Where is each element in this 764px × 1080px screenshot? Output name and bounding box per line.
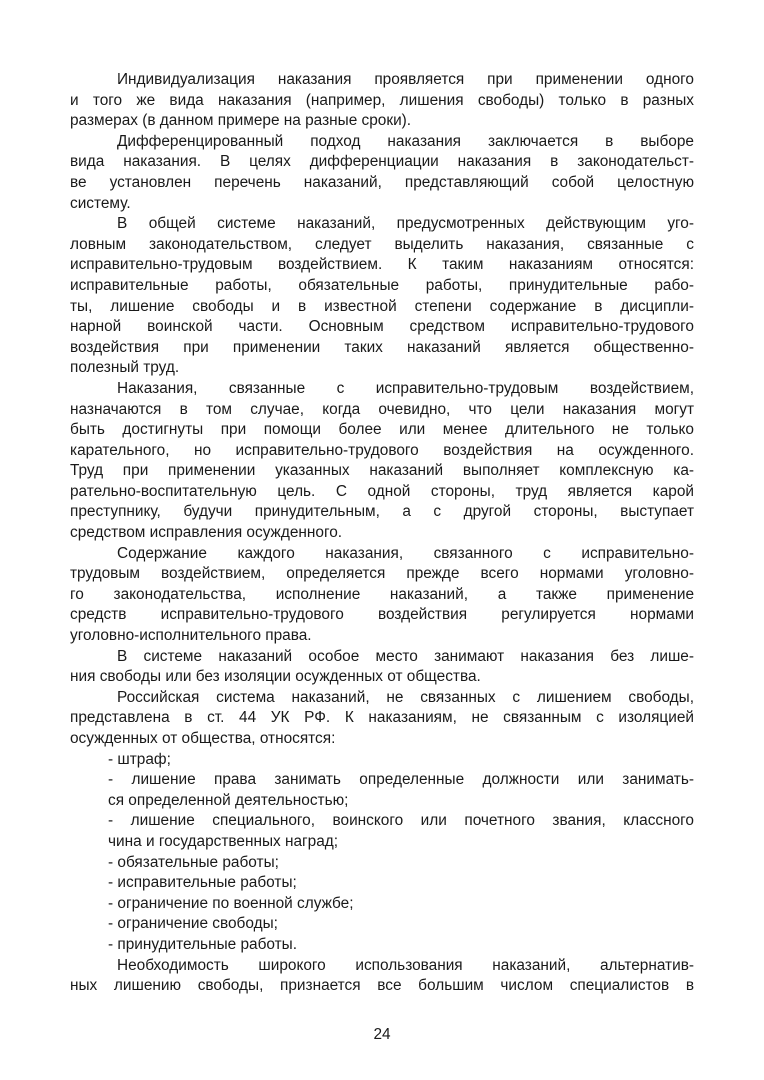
list-item: - ограничение по военной службе; xyxy=(108,894,354,912)
text-line: быть достигнуты при помощи более или менее длительного не только xyxy=(70,421,694,439)
text-line: преступнику, будучи принудительным, а с другой стороны, выступает xyxy=(70,503,694,521)
list-item-continuation: чина и государственных наград; xyxy=(108,832,339,850)
text-line: Дифференцированный подход наказания заключается в выборе xyxy=(117,132,694,150)
text-line: воздействия при применении таких наказаний является общественно- xyxy=(70,338,694,356)
text-line: Российская система наказаний, не связанных с лишением свободы, xyxy=(117,688,694,706)
list-item: - штраф; xyxy=(108,750,171,768)
text-line: нарной воинской части. Основным средством исправительно-трудового xyxy=(70,318,694,336)
text-line: Индивидуализация наказания проявляется при применении одного xyxy=(117,71,694,88)
text-line: полезный труд. xyxy=(70,359,180,377)
text-line: размерах (в данном примере на разные сроки). xyxy=(70,112,412,130)
text-line: уголовно-исполнительного права. xyxy=(70,627,312,645)
text-line: Содержание каждого наказания, связанного с исправительно- xyxy=(117,544,694,562)
text-line: ния свободы или без изоляции осужденных от общества. xyxy=(70,668,481,686)
text-line: В системе наказаний особое место занимают наказания без лише- xyxy=(117,647,694,665)
text-line: исправительные работы, обязательные работы, принудительные рабо- xyxy=(70,276,694,294)
text-line: карательного, но исправительно-трудового воздействия на осужденного. xyxy=(70,441,694,459)
list-item: - принудительные работы. xyxy=(108,935,298,953)
list-item-continuation: ся определенной деятельностью; xyxy=(108,791,349,809)
list-item: - лишение права занимать определенные должности или занимать- xyxy=(108,771,694,789)
text-line: ве установлен перечень наказаний, представляющий собой целостную xyxy=(70,173,694,191)
list-item: - обязательные работы; xyxy=(108,853,279,871)
text-line: исправительно-трудовым воздействием. К таким наказаниям относятся: xyxy=(70,256,694,274)
text-line: Необходимость широкого использования наказаний, альтернатив- xyxy=(117,956,694,974)
text-line: осужденных от общества, относятся: xyxy=(70,730,336,747)
text-line: ты, лишение свободы и в известной степени содержание в дисципли- xyxy=(70,297,694,315)
text-line: систему. xyxy=(70,194,131,212)
text-line: вида наказания. В целях дифференциации наказания в законодательст- xyxy=(70,153,694,171)
page-body xyxy=(70,70,694,997)
text-line: представлена в ст. 44 УК РФ. К наказаниям, не связанным с изоляцией xyxy=(70,709,694,727)
text-line: Наказания, связанные с исправительно-трудовым воздействием, xyxy=(117,379,694,397)
text-line: назначаются в том случае, когда очевидно, что цели наказания могут xyxy=(70,400,694,418)
text-line: средством исправления осужденного. xyxy=(70,524,343,542)
text-line: Труд при применении указанных наказаний выполняет комплексную ка- xyxy=(70,462,694,480)
text-line: трудовым воздействием, определяется прежде всего нормами уголовно- xyxy=(70,565,694,583)
text-line: ловным законодательством, следует выделить наказания, связанные с xyxy=(70,235,694,253)
text-line: и того же вида наказания (например, лишения свободы) только в разных xyxy=(70,91,694,109)
page-number: 24 xyxy=(373,1026,391,1043)
text-line: рательно-воспитательную цель. С одной стороны, труд является карой xyxy=(70,482,694,500)
text-line: В общей системе наказаний, предусмотренных действующим уго- xyxy=(117,215,694,233)
text-line: ных лишению свободы, признается все большим числом специалистов в xyxy=(70,977,694,995)
list-item: - исправительные работы; xyxy=(108,874,297,892)
list-item: - лишение специального, воинского или почетного звания, классного xyxy=(108,812,694,830)
text-line: средств исправительно-трудового воздействия регулируется нормами xyxy=(70,606,694,624)
list-item: - ограничение свободы; xyxy=(108,915,278,933)
text-line: го законодательства, исполнение наказаний, а также применение xyxy=(70,585,694,603)
